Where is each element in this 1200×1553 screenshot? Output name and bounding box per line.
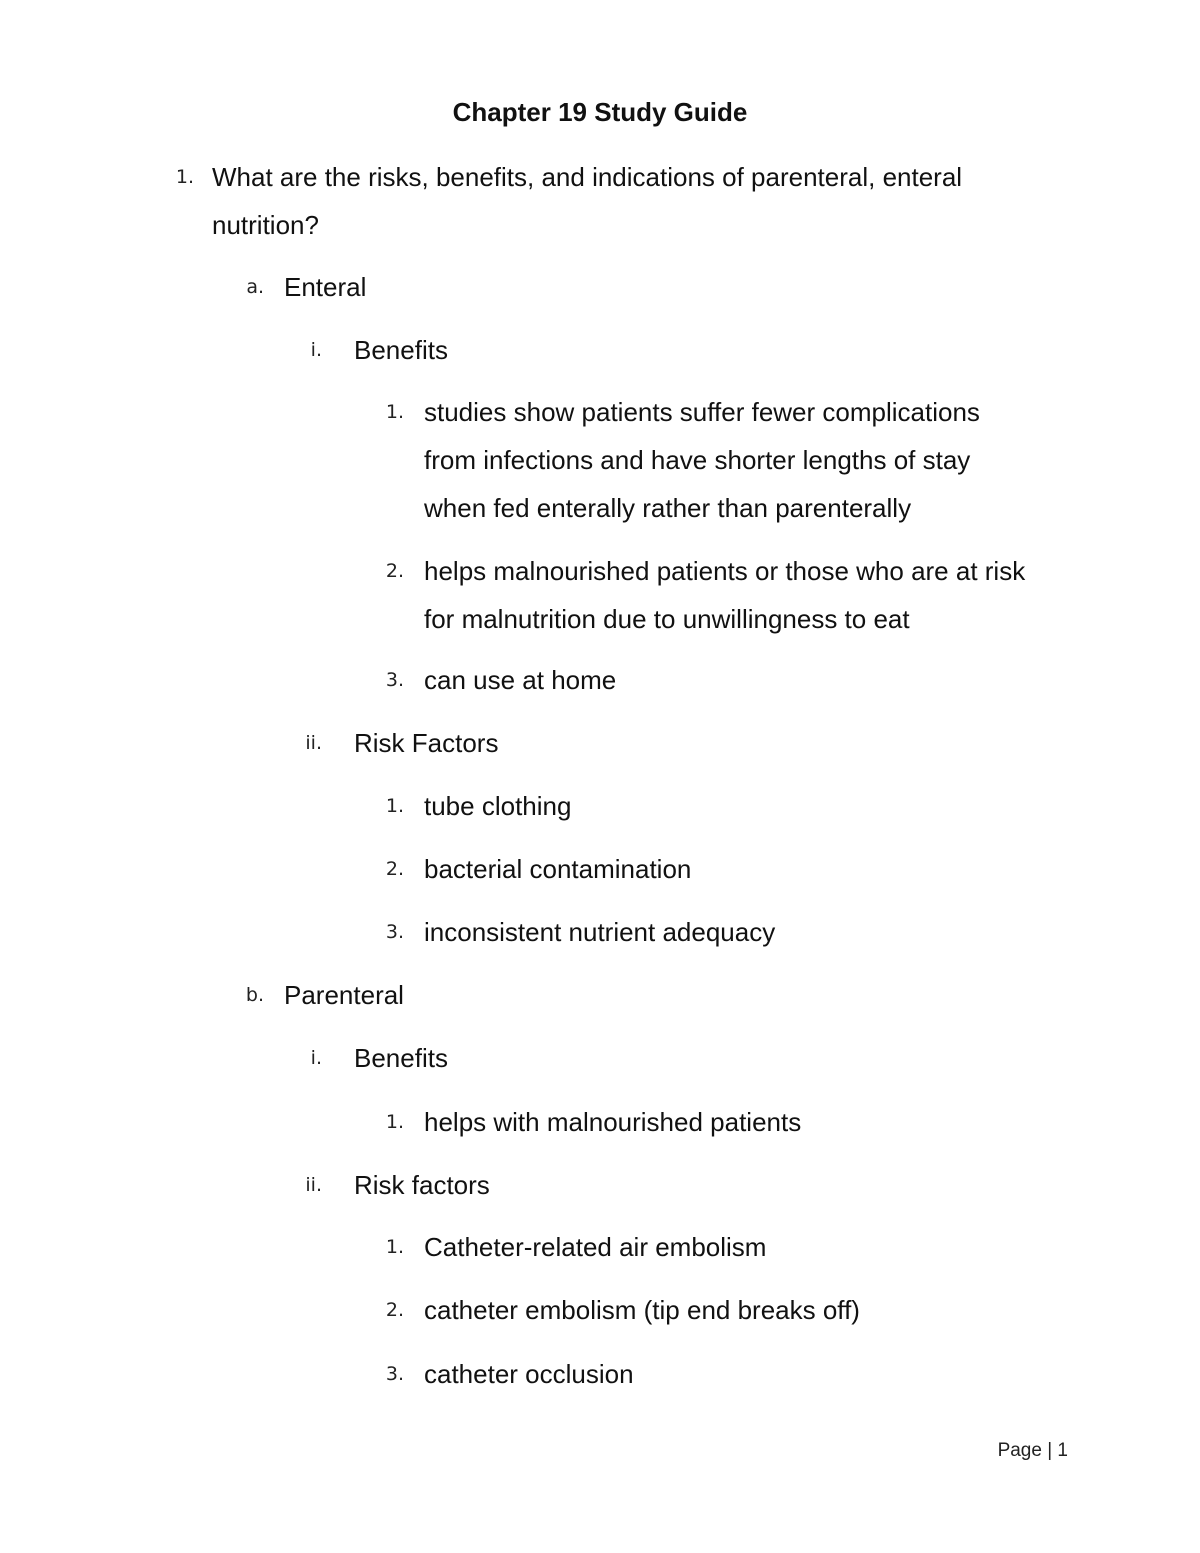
list-marker: 2. [385, 858, 404, 880]
outline-item-text: bacterial contamination [424, 854, 692, 884]
page-number: Page | 1 [997, 1440, 1068, 1461]
list-marker: b. [245, 984, 264, 1006]
outline-item-text: tube clothing [424, 791, 572, 821]
list-marker: i. [310, 339, 322, 361]
list-marker: 2. [385, 560, 404, 582]
outline-item-text: Risk factors [354, 1170, 490, 1200]
outline-item-text: can use at home [424, 665, 617, 695]
outline-item-text: catheter occlusion [424, 1359, 634, 1389]
outline-item-text: studies show patients suffer fewer complications [424, 397, 980, 427]
outline-item-text: for malnutrition due to unwillingness to eat [424, 604, 910, 634]
outline-item-text: when fed enterally rather than parenterally [424, 493, 912, 523]
list-marker: 3. [385, 1363, 404, 1385]
list-marker: 1. [385, 795, 404, 817]
outline-item-text: from infections and have shorter lengths of stay [424, 445, 971, 475]
list-marker: ii. [305, 732, 322, 754]
outline-item-text: Benefits [354, 1043, 448, 1073]
outline-item-text: Enteral [284, 272, 367, 302]
list-marker: 1. [385, 401, 404, 423]
outline-item-text: What are the risks, benefits, and indications of parenteral, enteral [212, 162, 963, 192]
outline-item-text: helps malnourished patients or those who are at risk [424, 556, 1026, 586]
outline-item-text: catheter embolism (tip end breaks off) [424, 1295, 860, 1325]
list-marker: 1. [175, 166, 194, 188]
list-marker: 3. [385, 921, 404, 943]
outline-item-text: nutrition? [212, 210, 319, 240]
outline-item-text: Catheter-related air embolism [424, 1232, 767, 1262]
list-marker: 3. [385, 669, 404, 691]
outline-item-text: Benefits [354, 335, 448, 365]
list-marker: i. [310, 1047, 322, 1069]
outline-item-text: helps with malnourished patients [424, 1107, 802, 1137]
outline-item-text: Risk Factors [354, 728, 499, 758]
list-marker: 2. [385, 1299, 404, 1321]
outline-item-text: Parenteral [284, 980, 404, 1010]
list-marker: 1. [385, 1236, 404, 1258]
list-marker: ii. [305, 1174, 322, 1196]
outline-item-text: inconsistent nutrient adequacy [424, 917, 776, 947]
page-title: Chapter 19 Study Guide [452, 97, 748, 127]
list-marker: a. [246, 276, 264, 298]
list-marker: 1. [385, 1111, 404, 1133]
